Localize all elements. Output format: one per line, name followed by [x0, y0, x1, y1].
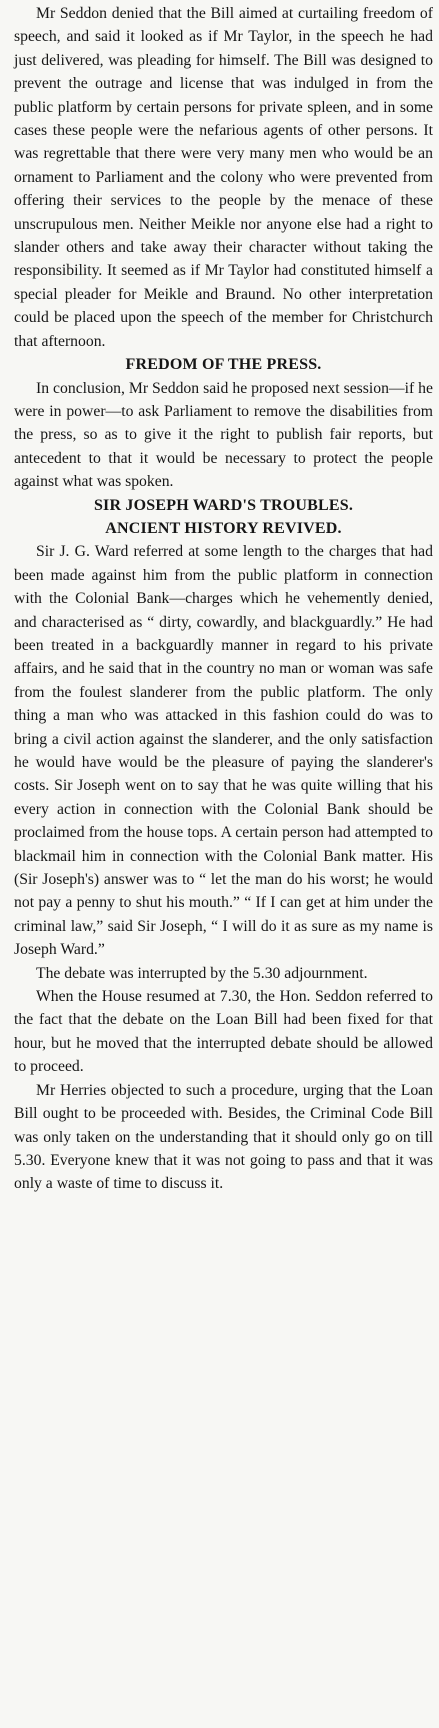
paragraph-seddon-denial: Mr Seddon denied that the Bill aimed at curtailing freedom of speech, and said it looked as if Mr Taylor, in the speech he had just delivered, was pleading for himself. The Bill was designed to prevent the outrage and license that was indulged in from the public platform by certain persons for private spleen, and in some cases these people were the nefarious agents of other persons. It was regrettable that there were very many men who would be an ornament to Parliament and the colony who were prevented from offering their services to the people by the menace of these unscrupulous men. Neither Meikle nor anyone else had a right to slander others and take away their character without taking the responsibility. It seemed as if Mr Taylor had constituted himself a special pleader for Meikle and Braund. No other interpretation could be placed upon the speech of the member for Christchurch that afternoon. [14, 5, 433, 350]
heading-ancient-history: ANCIENT HISTORY REVIVED. [105, 519, 342, 537]
paragraph-debate-interrupted: The debate was interrupted by the 5.30 adjournment. [36, 964, 368, 982]
heading-ward-troubles: SIR JOSEPH WARD'S TROUBLES. [93, 496, 354, 514]
paragraph-herries-objection: Mr Herries objected to such a procedure, urging that the Loan Bill ought to be proceeded with. Besides, the Criminal Code Bill was only taken on the understanding that it should only go on till 5.30. Everyone knew that it was not going to pass and that it was only a waste of time to discuss it. [14, 1081, 433, 1193]
paragraph-house-resumed: When the House resumed at 7.30, the Hon. Seddon referred to the fact that the debate on the Loan Bill had been fixed for that hour, but he moved that the interrupted debate should be allowed to proceed. [14, 988, 433, 1076]
paragraph-seddon-conclusion: In conclusion, Mr Seddon said he proposed next session—if he were in power—to ask Parliament to remove the disabilities from the press, so as to give it the right to publish fair reports, but antecedent to that it would be necessary to protect the people against what was spoken. [14, 379, 433, 491]
heading-freedom-of-press: FREDOM OF THE PRESS. [125, 356, 322, 374]
paragraph-ward-charges: Sir J. G. Ward referred at some length to the charges that had been made against him from the public platform in connection with the Colonial Bank—charges which he vehemently denied, and characterised as “ dirty, cowardly, and blackguardly.” He had been treated in a backguardly manner in regard to his private affairs, and he said that in the country no man or woman was safe from the foulest slanderer from the public platform. The only thing a man who was attacked in this fashion could do was to bring a civil action against the slanderer, and the only satisfaction he would have would be the pleasure of paying the slanderer's costs. Sir Joseph went on to say that he was quite willing that his every action in connection with the Colonial Bank should be proclaimed from the house tops. A certain person had attempted to blackmail him in connection with the Colonial Bank matter. His (Sir Joseph's) answer was to “ let the man do his worst; he would not pay a penny to shut his mouth.” “ If I can get at him under the criminal law,” said Sir Joseph, “ I will do it as sure as my name is Joseph Ward.” [14, 543, 433, 959]
